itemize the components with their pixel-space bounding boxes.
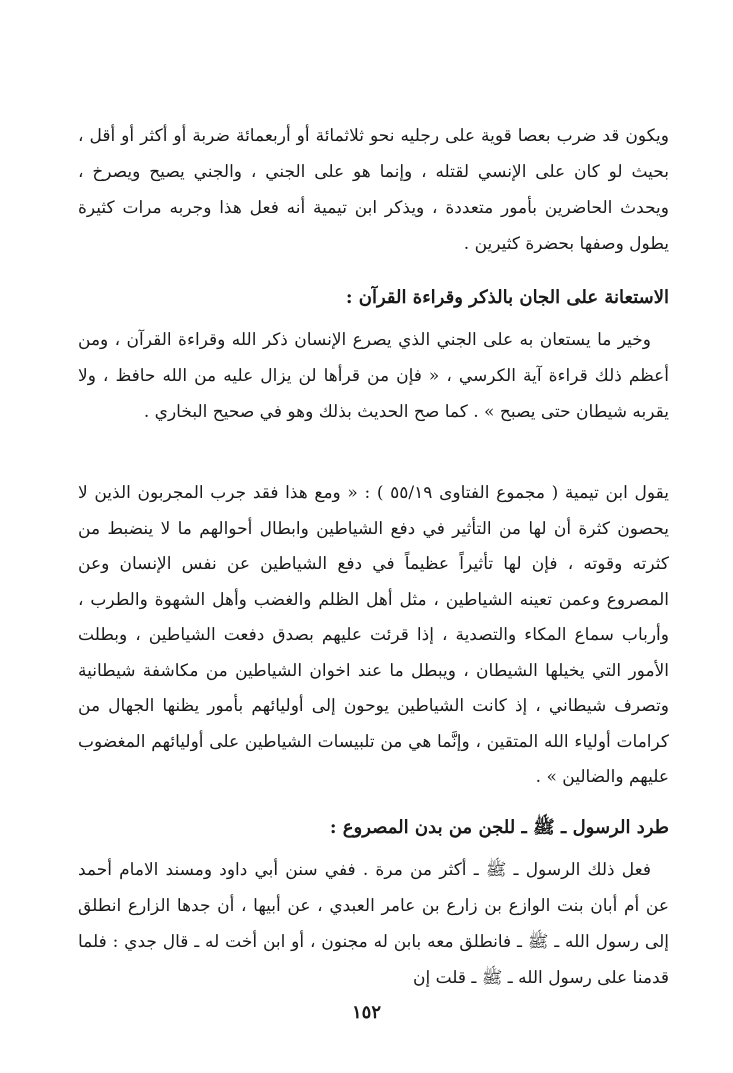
paragraph-4: فعل ذلك الرسول ـ ﷺ ـ أكثر من مرة . ففي سنن أبي داود ومسند الامام أحمد عن أم أبان بنت الوازع بن زارع بن عامر العبدي ، عن أبيها ، أن جدها الزارع انطلق إلى رسول الله ـ ﷺ ـ فانطلق معه بابن له مجنون ، أو ابن أخت له ـ قال جدي : فلما قدمنا على رسول الله ـ ﷺ ـ قلت إن	[78, 860, 669, 988]
paragraph-1: ويكون قد ضرب بعصا قوية على رجليه نحو ثلاثمائة أو أربعمائة ضربة أو أكثر أو أقل ، بحيث لو كان على الإنسي لقتله ، وإنما هو على الجني ، والجني يصيح ويصرخ ، ويحدث الحاضرين بأمور متعددة ، ويذكر ابن تيمية أنه فعل هذا وجربه مرات كثيرة يطول وصفها بحضرة كثيرين .	[78, 126, 669, 254]
section-heading-2: طرد الرسول ـ ﷺ ـ للجن من بدن المصروع :	[329, 817, 669, 838]
paragraph-3: يقول ابن تيمية ( مجموع الفتاوى ٥٥/١٩ ) : « ومع هذا فقد جرب المجربون الذين لا يحصون كثرة أن لها من التأثير في دفع الشياطين وابطال أحوالهم ما لا ينضبط من كثرته وقوته ، فإن لها تأثيراً عظيماً في دفع الشياطين عن نفس الإنسان وعن المصروع وعمن تعينه الشياطين ، مثل أهل الظلم والغضب وأهل الشهوة والطرب ، وأرباب سماع المكاء والتصدية ، إذا قرئت عليهم بصدق دفعت الشياطين ، وبطلت الأمور التي يخيلها الشيطان ، ويبطل ما عند اخوان الشياطين من مكاشفة شيطانية وتصرف شيطاني ، إذ كانت الشياطين يوحون إلى أوليائهم بأمور يظنها الجهال من كرامات أولياء الله المتقين ، وإنَّما هي من تلبيسات الشياطين على أوليائهم المغضوب عليهم والضالين » .	[78, 483, 669, 787]
paragraph-2: وخير ما يستعان به على الجني الذي يصرع الإنسان ذكر الله وقراءة القرآن ، ومن أعظم ذلك قراءة آية الكرسي ، « فإن من قرأها لن يزال عليه من الله حافظ ، ولا يقربه شيطان حتى يصبح » . كما صح الحديث بذلك وهو في صحيح البخاري .	[78, 330, 669, 422]
section-heading-1: الاستعانة على الجان بالذكر وقراءة القرآن :	[345, 287, 669, 308]
page-number: ١٥٢	[351, 1002, 381, 1023]
